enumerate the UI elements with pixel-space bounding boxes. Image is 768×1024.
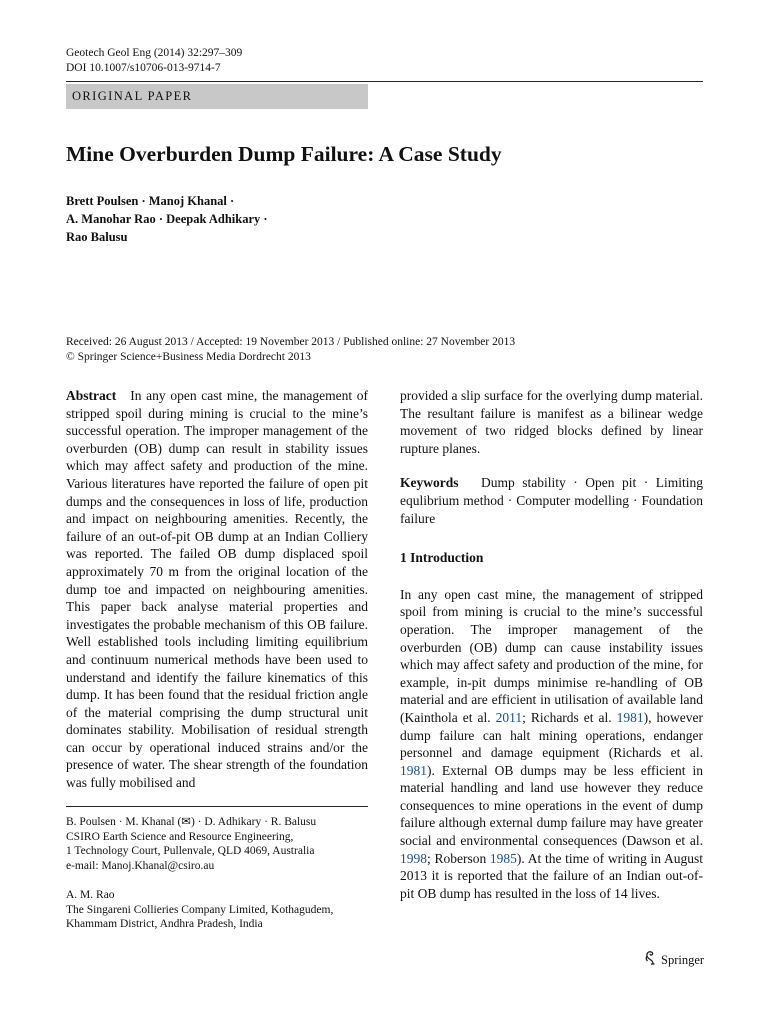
affiliation-authors: B. Poulsen · M. Khanal (✉) · D. Adhikary · R. Balusu: [66, 816, 317, 828]
affiliation-address: Khammam District, Andhra Pradesh, India: [66, 918, 263, 930]
article-type-badge: [66, 84, 368, 109]
author-list: [66, 192, 268, 246]
right-column: [400, 387, 703, 902]
authors-line: A. Manohar Rao · Deepak Adhikary ·: [66, 212, 268, 226]
article-title: Mine Overburden Dump Failure: A Case Study: [66, 142, 502, 166]
intro-text: ). At the time of writing in August 2013 it is reported that the failure of an Indian out-of-pit OB dump has resulted in the loss of 14 lives.: [400, 850, 703, 901]
publisher-mark: [643, 950, 704, 970]
intro-text: ), however dump failure can halt mining operations, endanger personnel and damage equipment (Richards et al.: [400, 709, 703, 761]
affiliation-institution: CSIRO Earth Science and Resource Engineering,: [66, 830, 294, 843]
citation-link[interactable]: 1981: [400, 762, 427, 778]
springer-horse-icon: [643, 950, 657, 970]
citation-link[interactable]: 1998: [400, 850, 427, 866]
publication-history: [66, 335, 515, 365]
journal-volume-line: Geotech Geol Eng (2014) 32:297–309: [66, 47, 243, 59]
affiliations: [66, 815, 368, 932]
affiliation-address: 1 Technology Court, Pullenvale, QLD 4069, Australia: [66, 845, 315, 857]
left-column: [66, 387, 368, 792]
corresponding-email[interactable]: e-mail: Manoj.Khanal@csiro.au: [66, 859, 215, 872]
footnote-rule: [66, 806, 368, 807]
abstract-text: In any open cast mine, the management of stripped spoil during mining is crucial to the mine’s successful operation. The improper management of the overburden (OB) dump can result in stability issues which may affect safety and production of the mine. Various literatures have reported the failure of open pit dumps and the consequences in loss of life, production and impact on neighbouring amenities. Recently, the failure of an out-of-pit OB dump at an Indian Colliery was reported. The failed OB dump displaced spoil approximately 70 m from the original location of the dump toe and impacted on neighbouring amenities. This paper back analyse material properties and investigates the probable mechanism of this OB failure. Well established tools including limiting equilibrium and continuum numerical methods have been used to understand and identify the failure kinematics of this dump. It has been found that the residual friction angle of the material comprising the dump structural unit dominates stability. Mobilisation of residual strength can occur by operational induced strains and/or the presence of water. The shear strength of the foundation was fully mobilised and: [66, 388, 369, 791]
affiliation-institution: The Singareni Collieries Company Limited, Kothagudem,: [66, 903, 334, 916]
doi-line: DOI 10.1007/s10706-013-9714-7: [66, 62, 221, 74]
journal-citation: [66, 46, 242, 76]
abstract-paragraph: [66, 387, 368, 792]
abstract-continuation: provided a slip surface for the overlying dump material. The resultant failure is manifest as a bilinear wedge movement of two ridged blocks defined by linear rupture planes.: [400, 388, 703, 456]
article-type-label: ORIGINAL PAPER: [72, 89, 193, 103]
introduction-paragraph: [400, 586, 703, 903]
abstract-label: Abstract: [66, 388, 117, 403]
keywords-paragraph: [400, 474, 703, 527]
received-accepted-dates: Received: 26 August 2013 / Accepted: 19 November 2013 / Published online: 27 November 2013: [66, 336, 516, 348]
intro-text: In any open cast mine, the management of stripped spoil from mining is crucial to the mine’s successful operation. The improper management of the overburden (OB) dump can cause instability issues which may affect safety and production of the mine, for example, in-pit dumps minimise re-handling of OB material and are efficient in utilisation of available land (Kainthola et al.: [400, 586, 703, 725]
affiliation-authors: A. M. Rao: [66, 889, 115, 901]
authors-line: Rao Balusu: [66, 230, 128, 244]
header-rule: [66, 81, 703, 82]
intro-text: ). External OB dumps may be less efficient in material handling and land use however they reduce consequences to mine operations in the event of dump failure although external dump failure may have greater social and environmental consequences (Dawson et al.: [400, 762, 703, 849]
section-heading-introduction: 1 Introduction: [400, 550, 484, 566]
keywords-text: Dump stability · Open pit · Limiting equlibrium method · Computer modelling · Foundation failure: [400, 475, 704, 526]
copyright-notice: © Springer Science+Business Media Dordrecht 2013: [66, 351, 311, 363]
intro-text: ; Richards et al.: [522, 709, 617, 725]
citation-link[interactable]: 1981: [616, 709, 644, 725]
citation-link[interactable]: 1985: [489, 850, 517, 866]
publisher-name: Springer: [661, 952, 705, 967]
keywords-label: Keywords: [400, 475, 459, 491]
intro-text: ; Roberson: [427, 850, 490, 866]
citation-link[interactable]: 2011: [495, 709, 523, 725]
authors-line: Brett Poulsen · Manoj Khanal ·: [66, 194, 235, 208]
